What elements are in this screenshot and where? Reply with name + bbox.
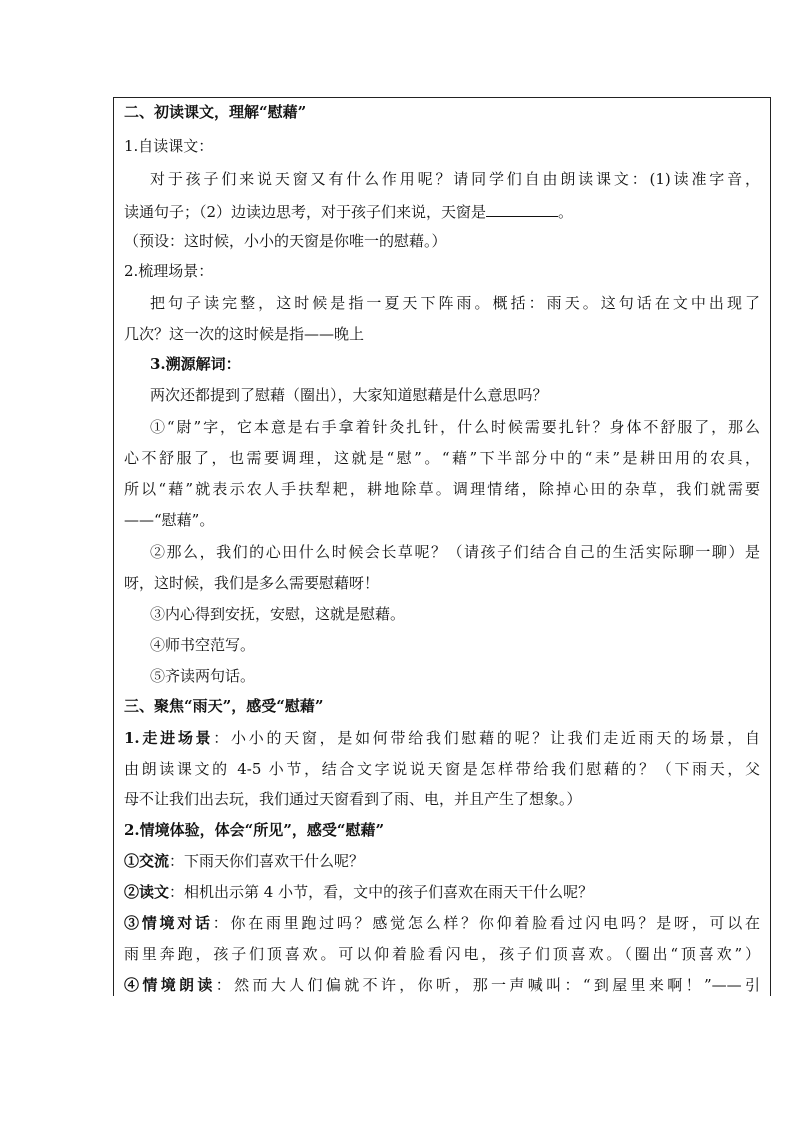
paragraph-line: 雨里奔跑，孩子们顶喜欢。可以仰着脸看闪电，孩子们顶喜欢。（圈出“顶喜欢”）	[124, 945, 760, 963]
section-heading-2: 二、初读课文，理解“慰藉”	[124, 103, 307, 121]
paragraph-line: ⑤齐读两句话。	[150, 667, 256, 685]
paragraph-line: ②读文：相机出示第 4 小节，看，文中的孩子们喜欢在雨天干什么呢？	[124, 883, 594, 901]
paragraph-line: ①交流：下雨天你们喜欢干什么呢？	[124, 852, 365, 870]
paragraph-line: 几次？这一次的这时候是指——晚上	[124, 325, 365, 343]
paragraph-line: 呀，这时候，我们是多么需要慰藉呀！	[124, 574, 380, 592]
paragraph-line: ④情境朗读：然而大人们偏就不许，你听，那一声喊叫：“到屋里来啊！”——引	[124, 976, 760, 994]
paragraph-line: 1.走进场景：小小的天窗，是如何带给我们慰藉的呢？让我们走近雨天的场景，自	[124, 729, 760, 747]
fill-in-blank	[486, 202, 558, 217]
paragraph-line: （预设：这时候，小小的天窗是你唯一的慰藉。）	[124, 232, 447, 250]
paragraph-line: ②那么，我们的心田什么时候会长草呢？（请孩子们结合自己的生活实际聊一聊）是	[150, 543, 760, 561]
paragraph-line-with-blank: 读通句子；（2）边读边思考，对于孩子们来说，天窗是 。	[124, 203, 574, 221]
lesson-plan-table-cell	[113, 97, 771, 996]
paragraph-line: 所以“藉”就表示农人手扶犁耙，耕地除草。调理情绪，除掉心田的杂草，我们就需要	[124, 480, 760, 498]
paragraph-line: ——“慰藉”。	[124, 511, 215, 529]
subheading-word-origin: 3.溯源解词：	[150, 355, 241, 373]
paragraph-line: 把句子读完整，这时候是指一夏天下阵雨。概括：雨天。这句话在文中出现了	[150, 294, 760, 312]
paragraph-line: ③内心得到安抚，安慰，这就是慰藉。	[150, 605, 406, 623]
paragraph-line: 母不让我们出去玩，我们通过天窗看到了雨、电，并且产生了想象。）	[124, 790, 582, 808]
subheading-scene: 2.梳理场景：	[124, 262, 214, 280]
paragraph-line: ①“尉”字，它本意是右手拿着针灸扎针，什么时候需要扎针？身体不舒服了，那么	[150, 418, 760, 436]
paragraph-line: 心不舒服了，也需要调理，这就是“慰”。“藉”下半部分中的“耒”是耕田用的农具，	[124, 449, 760, 467]
paragraph-line: ④师书空范写。	[150, 636, 256, 654]
subheading-experience: 2.情境体验，体会“所见”，感受“慰藉”	[124, 821, 385, 839]
paragraph-line: 对于孩子们来说天窗又有什么作用呢？请同学们自由朗读课文：(1)读准字音，	[150, 170, 760, 188]
paragraph-line: ③情境对话：你在雨里跑过吗？感觉怎么样？你仰着脸看过闪电吗？是呀，可以在	[124, 914, 760, 932]
paragraph-line: 由朗读课文的 4-5 小节，结合文字说说天窗是怎样带给我们慰藉的？（下雨天，父	[124, 760, 760, 778]
paragraph-line: 两次还都提到了慰藉（圈出），大家知道慰藉是什么意思吗？	[150, 386, 548, 404]
section-heading-3: 三、聚焦“雨天”，感受“慰藉”	[124, 697, 324, 715]
subheading-self-reading: 1.自读课文：	[124, 137, 214, 155]
